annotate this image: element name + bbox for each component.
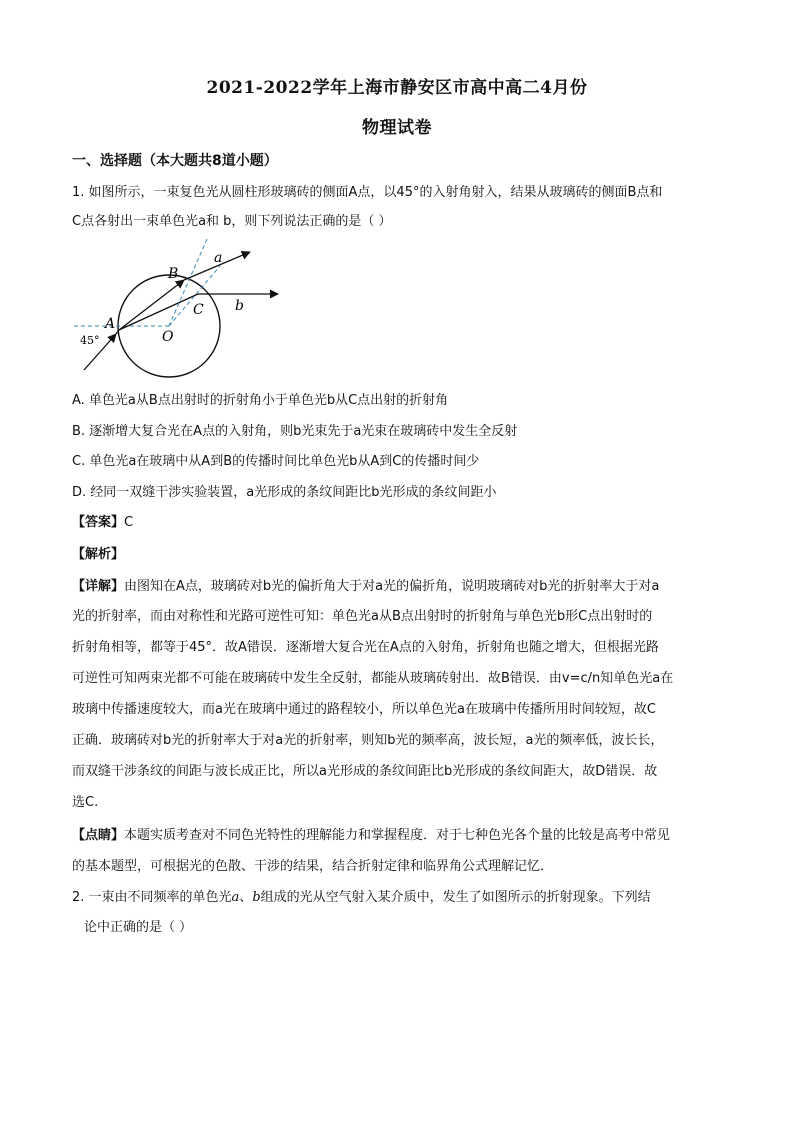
- analysis-tag: [72, 546, 732, 564]
- q2-stem-line2: 论中正确的是（ ）: [84, 920, 193, 935]
- label-O: O: [162, 329, 174, 345]
- paper-subtitle: 物理试卷: [362, 118, 432, 138]
- label-b: b: [235, 298, 244, 314]
- paper-title: 2021-2022学年上海市静安区市高中高二4月份: [206, 78, 588, 98]
- answer-value: C: [124, 515, 134, 530]
- q1-option-a: A. 单色光a从B点出射时的折射角小于单色光b从C点出射的折射角: [72, 393, 449, 408]
- analysis-tag-text: 【解析】: [72, 547, 125, 562]
- detail-line-2: 光的折射率，而由对称性和光路可逆性可知：单色光a从B点出射时的折射角与单色光b形C点出射时的: [72, 609, 653, 624]
- q1-stem-line1: 1. 如图所示，一束复色光从圆柱形玻璃砖的侧面A点，以45°的入射角射入，结果从玻璃砖的侧面B点和: [72, 185, 663, 200]
- q1-stem-line2: C点各射出一束单色光a和 b，则下列说法正确的是（ ）: [72, 214, 392, 229]
- detail-text-1: 由图知在A点，玻璃砖对b光的偏折角大于对a光的偏折角，说明玻璃砖对b光的折射率大于对a: [124, 579, 660, 594]
- answer-tag: 【答案】: [72, 515, 125, 530]
- label-angle: 45°: [80, 334, 100, 347]
- detail-line-7: 而双缝干涉条纹的间距与波长成正比，所以a光形成的条纹间距比b光形成的条纹间距大，故D错误．故: [72, 764, 658, 779]
- q2-stem-post: 组成的光从空气射入某介质中，发生了如图所示的折射现象。下列结: [260, 890, 651, 905]
- q2-sep: 、: [239, 890, 253, 905]
- detail-line-3: 折射角相等，都等于45°．故A错误．逐渐增大复合光在A点的入射角，折射角也随之增大，但根据光路: [72, 640, 659, 655]
- label-A: A: [105, 316, 116, 332]
- q1-option-c: C. 单色光a在玻璃中从A到B的传播时间比单色光b从A到C的传播时间少: [72, 454, 480, 469]
- label-B: B: [168, 266, 179, 282]
- q1-option-d: D. 经同一双缝干涉实验装置，a光形成的条纹间距比b光形成的条纹间距小: [72, 485, 497, 500]
- detail-tag: 【详解】: [72, 579, 125, 594]
- comment-line-2: 的基本题型，可根据光的色散、干涉的结果，结合折射定律和临界角公式理解记忆．: [72, 859, 554, 874]
- section-heading: 一、选择题（本大题共8道小题）: [72, 153, 278, 169]
- q2-stem-line1: [72, 889, 732, 907]
- q2-var-a: a: [231, 890, 240, 905]
- comment-line-1: [72, 827, 732, 845]
- q1-figure: [72, 238, 292, 378]
- q1-answer: [72, 514, 732, 532]
- normal-line-B: [169, 238, 210, 326]
- detail-line-5: 玻璃中传播速度较大，而a光在玻璃中通过的路程较小，所以单色光a在玻璃中传播所用时间较短，故C: [72, 702, 657, 717]
- q2-stem-pre: 2. 一束由不同频率的单色光: [72, 890, 232, 905]
- comment-tag: 【点睛】: [72, 828, 125, 843]
- comment-text-1: 本题实质考查对不同色光特性的理解能力和掌握程度．对于七种色光各个量的比较是高考中常见: [124, 828, 671, 843]
- label-C: C: [193, 302, 204, 318]
- q1-option-b: B. 逐渐增大复合光在A点的入射角，则b光束先于a光束在玻璃砖中发生全反射: [72, 424, 518, 439]
- detail-line-8: 选C.: [72, 795, 99, 810]
- detail-line-6: 正确．玻璃砖对b光的折射率大于对a光的折射率，则知b光的频率高，波长短，a光的频率低，波长长，: [72, 733, 664, 748]
- label-a: a: [214, 250, 223, 266]
- detail-line-4: 可逆性可知两束光都不可能在玻璃砖中发生全反射，都能从玻璃砖射出．故B错误．由v=c/n知单色光a在: [72, 671, 674, 686]
- detail-line-1: [72, 578, 732, 596]
- q2-var-b: b: [252, 890, 261, 905]
